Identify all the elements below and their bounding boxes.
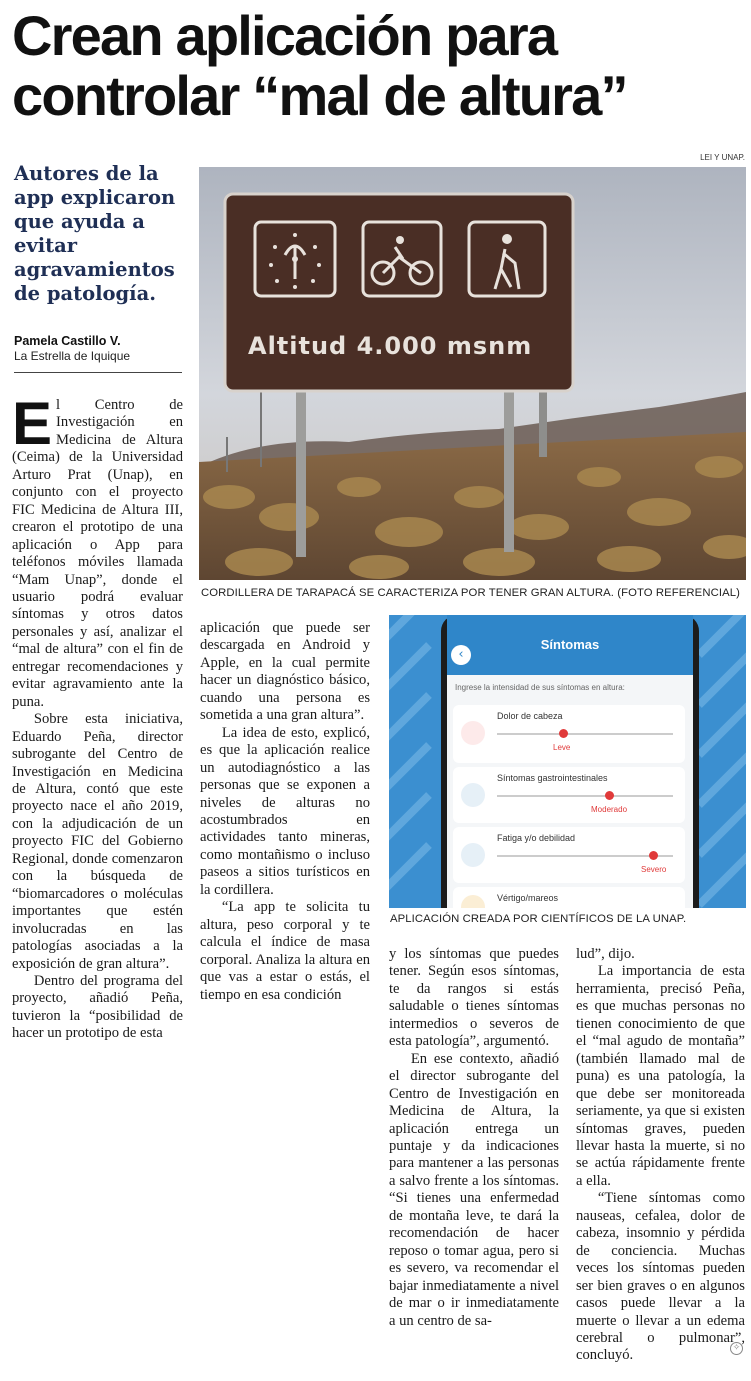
deck bbox=[14, 162, 184, 306]
paragraph-text: l Centro de Investigación en Medicina de Altura (Ceima) de la Universidad Arturo Prat (Unap), en conjunto con el proyecto FIC Medicina de Altura III, crearon el prototipo de una aplicación o App para teléfonos móviles llamada “Mam Unap”, donde el usuario podrá evaluar síntomas y otros datos personales y así, analizar el “mal de altura” con el fin de entregar recomendaciones y evitar agravamiento ante la puna. bbox=[12, 397, 183, 710]
byline-paper: La Estrella de Iquique bbox=[14, 349, 131, 363]
paragraph: aplicación que puede ser descargada en Android y Apple, en la cual permite hacer un diagnóstico básico, cuando una persona es sometida a una gran altura”. bbox=[200, 620, 370, 724]
app-header bbox=[447, 615, 693, 675]
paragraph: “Tiene síntomas como nauseas, cefalea, dolor de cabeza, insomnio y pérdida de conciencia. Muchas veces los síntomas pueden ser bien graves o en algunos casos puede llevar a la muerte o llevar a un edema cerebral o pulmonar”, concluyó. bbox=[576, 1190, 745, 1364]
paragraph bbox=[12, 390, 183, 711]
deck-line: que ayuda a bbox=[14, 210, 145, 233]
byline-rule bbox=[14, 372, 182, 373]
app-title: Síntomas bbox=[540, 637, 600, 652]
headline-line-1: Crean aplicación para bbox=[12, 4, 557, 67]
app-subtitle: Ingrese la intensidad de sus síntomas en altura: bbox=[455, 683, 625, 692]
paragraph: En ese contexto, añadió el director subrogante del Centro de Investigación en Medicina de Altura, la aplicación entrega un puntaje y da indicaciones para mantener a las personas a salvo frente a los síntomas. “Si tienes una enfermedad de montaña leve, te dará la recomendación de hacer reposo o tomar agua, pero si es severo, va recomendar el bajar inmediatamente a nivel de mar o ir inmediatamente a un centro de sa- bbox=[389, 1050, 559, 1329]
severity-marker[interactable] bbox=[605, 791, 614, 800]
article-column-3 bbox=[389, 946, 559, 1330]
sign-text: Altitud 4.000 msnm bbox=[248, 332, 533, 360]
symptom-name: Síntomas gastrointestinales bbox=[497, 773, 608, 783]
headache-icon bbox=[461, 721, 485, 745]
photo-credit: LEI Y UNAP. bbox=[700, 153, 745, 162]
symptom-row[interactable] bbox=[453, 887, 685, 908]
dropcap: E bbox=[12, 390, 53, 457]
severity-track[interactable] bbox=[497, 855, 673, 857]
symptom-name: Dolor de cabeza bbox=[497, 711, 563, 721]
article-column-1 bbox=[12, 390, 183, 1043]
paragraph: “La app te solicita tu altura, peso corporal y te calcula el índice de masa corporal. Analiza la altura en que vas a estar o estás, el tiempo en esa condición bbox=[200, 899, 370, 1003]
photo-caption: CORDILLERA DE TARAPACÁ SE CARACTERIZA POR TENER GRAN ALTURA. (FOTO REFERENCIAL) bbox=[201, 587, 740, 599]
article-column-2 bbox=[200, 620, 370, 1004]
article-column-4 bbox=[576, 946, 745, 1365]
severity-marker[interactable] bbox=[559, 729, 568, 738]
walking-person-icon bbox=[461, 783, 485, 807]
deck-line: de patología. bbox=[14, 282, 156, 305]
severity-track[interactable] bbox=[497, 795, 673, 797]
severity-label: Severo bbox=[641, 865, 667, 874]
symptom-row[interactable] bbox=[453, 767, 685, 823]
deck-line: app explicaron bbox=[14, 186, 176, 209]
byline-author: Pamela Castillo V. bbox=[14, 334, 121, 348]
back-arrow-icon[interactable]: ‹ bbox=[451, 645, 471, 665]
app-caption: APLICACIÓN CREADA POR CIENTÍFICOS DE LA UNAP. bbox=[390, 913, 687, 925]
water-drop-icon bbox=[461, 843, 485, 867]
paragraph: La importancia de esta herramienta, precisó Peña, es que muchas personas no tienen conocimiento de que el “mal agudo de montaña” (también llamado mal de puna) es una patología, la que debe ser monitoreada seriamente, ya que si existen síntomas graves, pueden llevar hasta la muerte, si no se actúa rápidamente frente a ella. bbox=[576, 963, 745, 1189]
paragraph: Dentro del programa del proyecto, añadió Peña, tuvieron la “posibilidad de hacer un prototipo de esta bbox=[12, 972, 183, 1042]
symptom-name: Vértigo/mareos bbox=[497, 893, 559, 903]
symptom-row[interactable] bbox=[453, 705, 685, 763]
phone-screen bbox=[447, 615, 693, 908]
paragraph: lud”, dijo. bbox=[576, 946, 635, 962]
severity-marker[interactable] bbox=[649, 851, 658, 860]
symptom-name: Fatiga y/o debilidad bbox=[497, 833, 576, 843]
dizziness-icon bbox=[461, 895, 485, 908]
headline-line-2: controlar “mal de altura” bbox=[12, 64, 627, 127]
severity-label: Leve bbox=[553, 743, 571, 752]
deck-line: Autores de la bbox=[14, 162, 159, 185]
headline bbox=[12, 6, 747, 126]
paragraph: La idea de esto, explicó, es que la aplicación realice un autodiagnóstico a las personas que se exponen a niveles de alturas no acostumbrados en actividades tanto mineras, como montañismo o incluso paseos a sitios turísticos en la cordillera. bbox=[200, 724, 370, 898]
road-sign-photo bbox=[199, 167, 746, 580]
severity-track[interactable] bbox=[497, 733, 673, 735]
app-screenshot bbox=[389, 615, 746, 908]
deck-line: evitar bbox=[14, 234, 78, 257]
end-mark-icon: ✧ bbox=[730, 1342, 743, 1355]
severity-label: Moderado bbox=[591, 805, 628, 814]
paragraph: y los síntomas que puedes tener. Según esos síntomas, te da rangos si estás saludable o tienes síntomas intermedios o severos de esta patología”, argumentó. bbox=[389, 946, 559, 1050]
symptom-row[interactable] bbox=[453, 827, 685, 883]
paragraph: Sobre esta iniciativa, Eduardo Peña, director subrogante del Centro de Investigación en Medicina de Altura, contó que este proyecto nace el año 2019, con la adjudicación de un proyecto FIC del Gobierno Regional, donde comenzaron con la búsqueda de “biomarcadores o moléculas importantes que estén involucradas en las patologías asociadas a la exposición de gran altura”. bbox=[12, 711, 183, 972]
deck-line: agravamientos bbox=[14, 258, 175, 281]
